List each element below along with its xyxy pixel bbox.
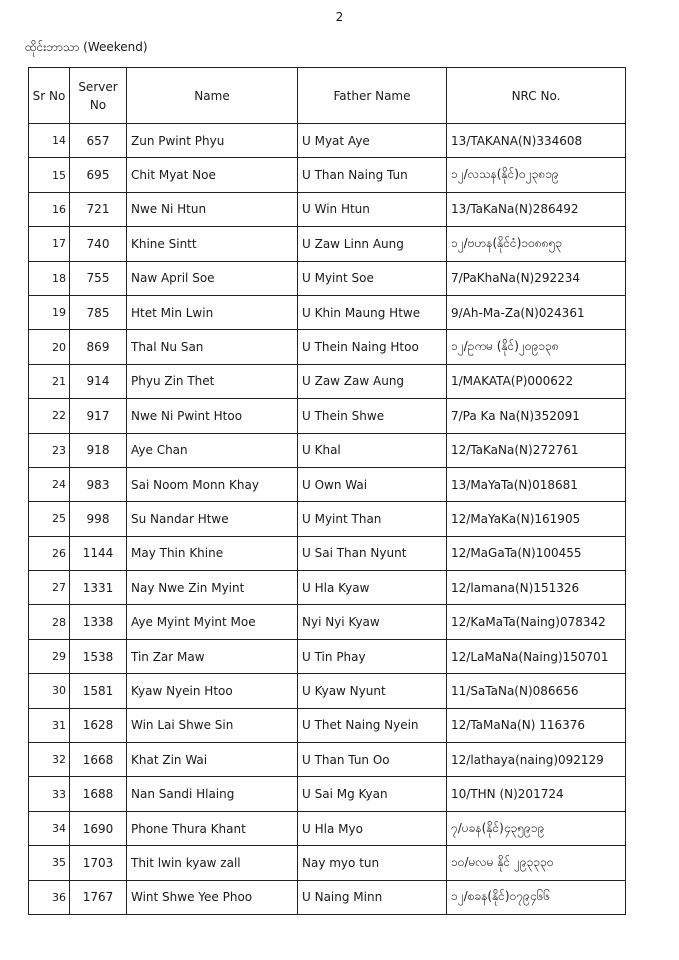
cell-sr-no: 25 [29,502,70,536]
table-row [29,777,626,811]
table-row [29,330,626,364]
table-row [29,124,626,158]
cell-sr-no: 22 [29,399,70,433]
cell-father-name: U Tin Phay [298,639,447,673]
header-server-no [70,68,127,124]
cell-nrc-no: 13/MaYaTa(N)018681 [447,467,626,501]
cell-nrc-no: 12/TaKaNa(N)272761 [447,433,626,467]
cell-sr-no: 15 [29,158,70,192]
cell-sr-no: 29 [29,639,70,673]
table-row [29,674,626,708]
cell-nrc-no: 7/Pa Ka Na(N)352091 [447,399,626,433]
table-row [29,399,626,433]
cell-name: Su Nandar Htwe [127,502,298,536]
cell-server-no: 1144 [70,536,127,570]
cell-nrc-no: 12/LaMaNa(Naing)150701 [447,639,626,673]
table-row [29,433,626,467]
cell-father-name: U Zaw Zaw Aung [298,364,447,398]
table-row [29,295,626,329]
cell-father-name: U Myint Than [298,502,447,536]
cell-sr-no: 21 [29,364,70,398]
cell-server-no: 1331 [70,571,127,605]
cell-nrc-no: ၁၂/လသန(နိုင်)၀၂၃၈၁၉ [447,158,626,192]
cell-father-name: U Hla Myo [298,811,447,845]
cell-father-name: U Thein Shwe [298,399,447,433]
header-father-name: Father Name [298,68,447,124]
cell-name: May Thin Khine [127,536,298,570]
cell-nrc-no: 11/SaTaNa(N)086656 [447,674,626,708]
cell-father-name: U Khin Maung Htwe [298,295,447,329]
cell-nrc-no: 12/lathaya(naing)092129 [447,743,626,777]
cell-father-name: U Sai Mg Kyan [298,777,447,811]
cell-name: Kyaw Nyein Htoo [127,674,298,708]
cell-name: Win Lai Shwe Sin [127,708,298,742]
cell-sr-no: 19 [29,295,70,329]
cell-server-no: 918 [70,433,127,467]
cell-sr-no: 24 [29,467,70,501]
cell-sr-no: 14 [29,124,70,158]
table-row [29,880,626,914]
cell-server-no: 1538 [70,639,127,673]
cell-sr-no: 28 [29,605,70,639]
cell-sr-no: 20 [29,330,70,364]
cell-server-no: 1581 [70,674,127,708]
cell-nrc-no: 12/KaMaTa(Naing)078342 [447,605,626,639]
cell-sr-no: 23 [29,433,70,467]
cell-server-no: 740 [70,227,127,261]
table-row [29,467,626,501]
cell-nrc-no: 10/THN (N)201724 [447,777,626,811]
roster-table [28,67,626,915]
cell-nrc-no: ၁၂/စခန(နိုင်)၀၇၉၄၆၆ [447,880,626,914]
cell-name: Phyu Zin Thet [127,364,298,398]
cell-name: Chit Myat Noe [127,158,298,192]
cell-name: Khine Sintt [127,227,298,261]
cell-nrc-no: 12/MaYaKa(N)161905 [447,502,626,536]
table-row [29,158,626,192]
cell-server-no: 983 [70,467,127,501]
cell-server-no: 1688 [70,777,127,811]
page-number: 2 [335,10,344,24]
cell-sr-no: 27 [29,571,70,605]
cell-nrc-no: 13/TAKANA(N)334608 [447,124,626,158]
table-row [29,364,626,398]
cell-name: Tin Zar Maw [127,639,298,673]
cell-father-name: U Than Tun Oo [298,743,447,777]
cell-server-no: 657 [70,124,127,158]
cell-nrc-no: ၁၀/မလမ နိုင် ၂၉၃၃၃၀ [447,846,626,880]
cell-server-no: 1703 [70,846,127,880]
header-nrc-no: NRC No. [447,68,626,124]
cell-name: Khat Zin Wai [127,743,298,777]
cell-server-no: 755 [70,261,127,295]
cell-nrc-no: 13/TaKaNa(N)286492 [447,192,626,226]
cell-nrc-no: 12/lamana(N)151326 [447,571,626,605]
cell-server-no: 998 [70,502,127,536]
cell-name: Aye Myint Myint Moe [127,605,298,639]
cell-name: Nan Sandi Hlaing [127,777,298,811]
cell-father-name: U Own Wai [298,467,447,501]
table-row [29,846,626,880]
table-row [29,571,626,605]
cell-father-name: U Than Naing Tun [298,158,447,192]
cell-server-no: 695 [70,158,127,192]
cell-father-name: U Win Htun [298,192,447,226]
table-row [29,811,626,845]
cell-sr-no: 26 [29,536,70,570]
cell-name: Thal Nu San [127,330,298,364]
table-row [29,261,626,295]
cell-father-name: U Myat Aye [298,124,447,158]
header-sr-no: Sr No [29,68,70,124]
cell-sr-no: 17 [29,227,70,261]
header-server-no-line1: Server [78,79,118,94]
header-server-no-line2: No [89,97,107,112]
table-row [29,708,626,742]
table-row [29,192,626,226]
cell-server-no: 1668 [70,743,127,777]
cell-father-name: U Kyaw Nyunt [298,674,447,708]
cell-sr-no: 35 [29,846,70,880]
cell-father-name: Nay myo tun [298,846,447,880]
cell-sr-no: 16 [29,192,70,226]
table-header [29,68,626,124]
cell-father-name: U Naing Minn [298,880,447,914]
cell-nrc-no: 12/MaGaTa(N)100455 [447,536,626,570]
table-row [29,536,626,570]
cell-father-name: U Thet Naing Nyein [298,708,447,742]
table-row [29,227,626,261]
cell-server-no: 869 [70,330,127,364]
cell-sr-no: 36 [29,880,70,914]
cell-server-no: 1767 [70,880,127,914]
table-body [29,124,626,915]
cell-server-no: 1628 [70,708,127,742]
cell-nrc-no: ၁၂/ဗဟန(နိုင်ငံ)၁၀၈၈၅၃ [447,227,626,261]
cell-server-no: 721 [70,192,127,226]
cell-server-no: 1690 [70,811,127,845]
cell-father-name: U Thein Naing Htoo [298,330,447,364]
cell-sr-no: 32 [29,743,70,777]
cell-sr-no: 31 [29,708,70,742]
cell-nrc-no: ၁၂/ဥကမ (နိုင်)၂၀၉၁၃၈ [447,330,626,364]
cell-name: Naw April Soe [127,261,298,295]
cell-name: Aye Chan [127,433,298,467]
cell-name: Htet Min Lwin [127,295,298,329]
cell-server-no: 1338 [70,605,127,639]
cell-father-name: U Khal [298,433,447,467]
cell-father-name: U Hla Kyaw [298,571,447,605]
cell-name: Nwe Ni Pwint Htoo [127,399,298,433]
cell-nrc-no: 1/MAKATA(P)000622 [447,364,626,398]
cell-name: Wint Shwe Yee Phoo [127,880,298,914]
cell-name: Nwe Ni Htun [127,192,298,226]
header-name: Name [127,68,298,124]
cell-sr-no: 18 [29,261,70,295]
table-row [29,639,626,673]
cell-server-no: 914 [70,364,127,398]
cell-name: Nay Nwe Zin Myint [127,571,298,605]
cell-nrc-no: 12/TaMaNa(N) 116376 [447,708,626,742]
cell-nrc-no: 7/PaKhaNa(N)292234 [447,261,626,295]
cell-father-name: Nyi Nyi Kyaw [298,605,447,639]
cell-name: Zun Pwint Phyu [127,124,298,158]
cell-father-name: U Myint Soe [298,261,447,295]
header-row [29,68,626,124]
cell-server-no: 917 [70,399,127,433]
cell-name: Phone Thura Khant [127,811,298,845]
table-row [29,502,626,536]
table-row [29,743,626,777]
cell-sr-no: 34 [29,811,70,845]
cell-name: Sai Noom Monn Khay [127,467,298,501]
section-title: ထိုင်းဘာသာ (Weekend) [25,40,148,54]
cell-nrc-no: 9/Ah-Ma-Za(N)024361 [447,295,626,329]
cell-father-name: U Sai Than Nyunt [298,536,447,570]
cell-father-name: U Zaw Linn Aung [298,227,447,261]
table-row [29,605,626,639]
cell-sr-no: 30 [29,674,70,708]
cell-name: Thit lwin kyaw zall [127,846,298,880]
cell-nrc-no: ၇/ပခန(နိုင်)၄၃၅၉၁၉ [447,811,626,845]
cell-server-no: 785 [70,295,127,329]
cell-sr-no: 33 [29,777,70,811]
